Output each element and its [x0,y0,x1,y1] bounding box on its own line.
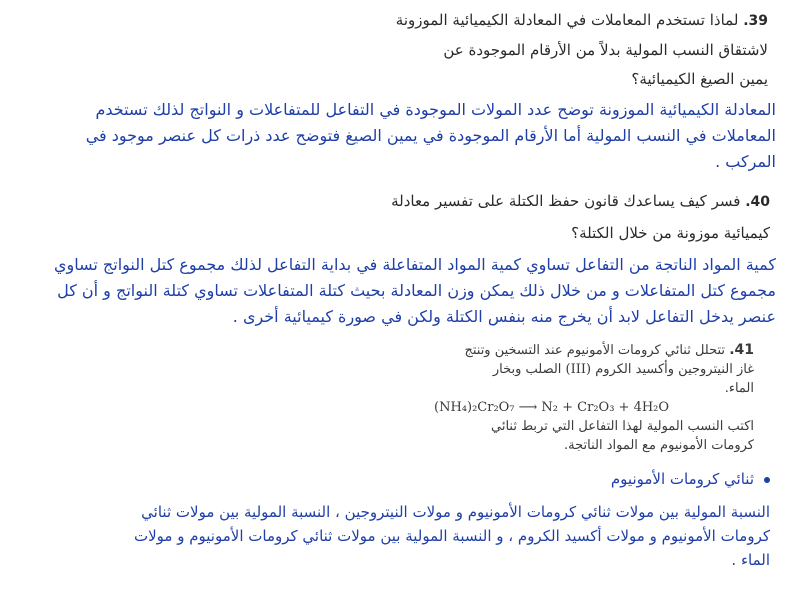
question-39-line-2: لاشتقاق النسب المولية بدلاً من الأرقام الموجودة عن [443,41,768,59]
answer-39-line-2: المعاملات في النسب المولية أما الأرقام الموجودة في يمين الصيغ فتوضح عدد ذرات كل عنصر موجود في [85,126,776,145]
question-40 [310,186,770,249]
answer-40-line-2: مجموع كتل المتفاعلات و من خلال ذلك يمكن وزن المعادلة بحيث كتلة المتفاعلات تساوي كتلة النواتج و أن كل [57,281,776,300]
question-41-line-1: 41. تتحلل ثنائي كرومات الأمونيوم عند التسخين وتنتج [464,342,754,358]
answer-39-line-1: المعادلة الكيميائية الموزونة توضح عدد المولات الموجودة في التفاعل للمتفاعلات و النواتج لذلك تستخدم [95,100,776,119]
answer-41-line-1: النسبة المولية بين مولات ثنائي كرومات الأمونيوم و مولات النيتروجين ، النسبة المولية بين مولات ثنائي [141,503,770,521]
answer-41-line-3: الماء . [731,551,770,569]
answer-40-line-1: كمية المواد الناتجة من التفاعل تساوي كمية المواد المتفاعلة في بداية التفاعل لذلك مجموع كتل النواتج تساوي [53,255,776,274]
answer-41 [20,500,770,572]
question-41-line-5: كرومات الأمونيوم مع المواد الناتجة. [564,438,754,453]
question-40-line-1: 40. فسر كيف يساعدك قانون حفظ الكتلة على تفسير معادلة [391,192,770,210]
answer-41-line-2: كرومات الأمونيوم و مولات أكسيد الكروم ، و النسبة المولية بين مولات ثنائي كرومات الأمونيوم و مولات [134,527,770,545]
answer-39-line-3: المركب . [715,152,776,171]
question-40-line-2: كيميائية موزونة من خلال الكتلة؟ [571,224,770,242]
bullet-text: ثنائي كرومات الأمونيوم [610,470,754,488]
bullet-item [611,470,770,488]
question-number: 39. [743,13,768,29]
bullet-dot-icon [764,477,770,483]
question-41-line-3: الماء. [724,381,754,396]
question-number: 41. [729,342,754,358]
question-41 [374,341,754,455]
question-number: 40. [745,194,770,210]
chemical-equation: (NH₄)₂Cr₂O₇ ⟶ N₂ + Cr₂O₃ + 4H₂O [434,400,670,415]
question-39 [348,6,768,94]
answer-40 [16,252,776,330]
question-39-line-3: يمين الصيغ الكيميائية؟ [631,70,768,88]
question-41-line-4: اكتب النسب المولية لهذا التفاعل التي تربط ثنائي [491,419,754,434]
answer-40-line-3: عنصر يدخل التفاعل لابد أن يخرج منه بنفس الكتلة ولكن في صورة كيميائية أخرى . [232,307,776,326]
question-41-line-2: غاز النيتروجين وأكسيد الكروم (III) الصلب وبخار [492,362,754,377]
question-39-line-1: 39. لماذا تستخدم المعاملات في المعادلة الكيميائية الموزونة [395,11,768,29]
answer-39 [16,97,776,175]
